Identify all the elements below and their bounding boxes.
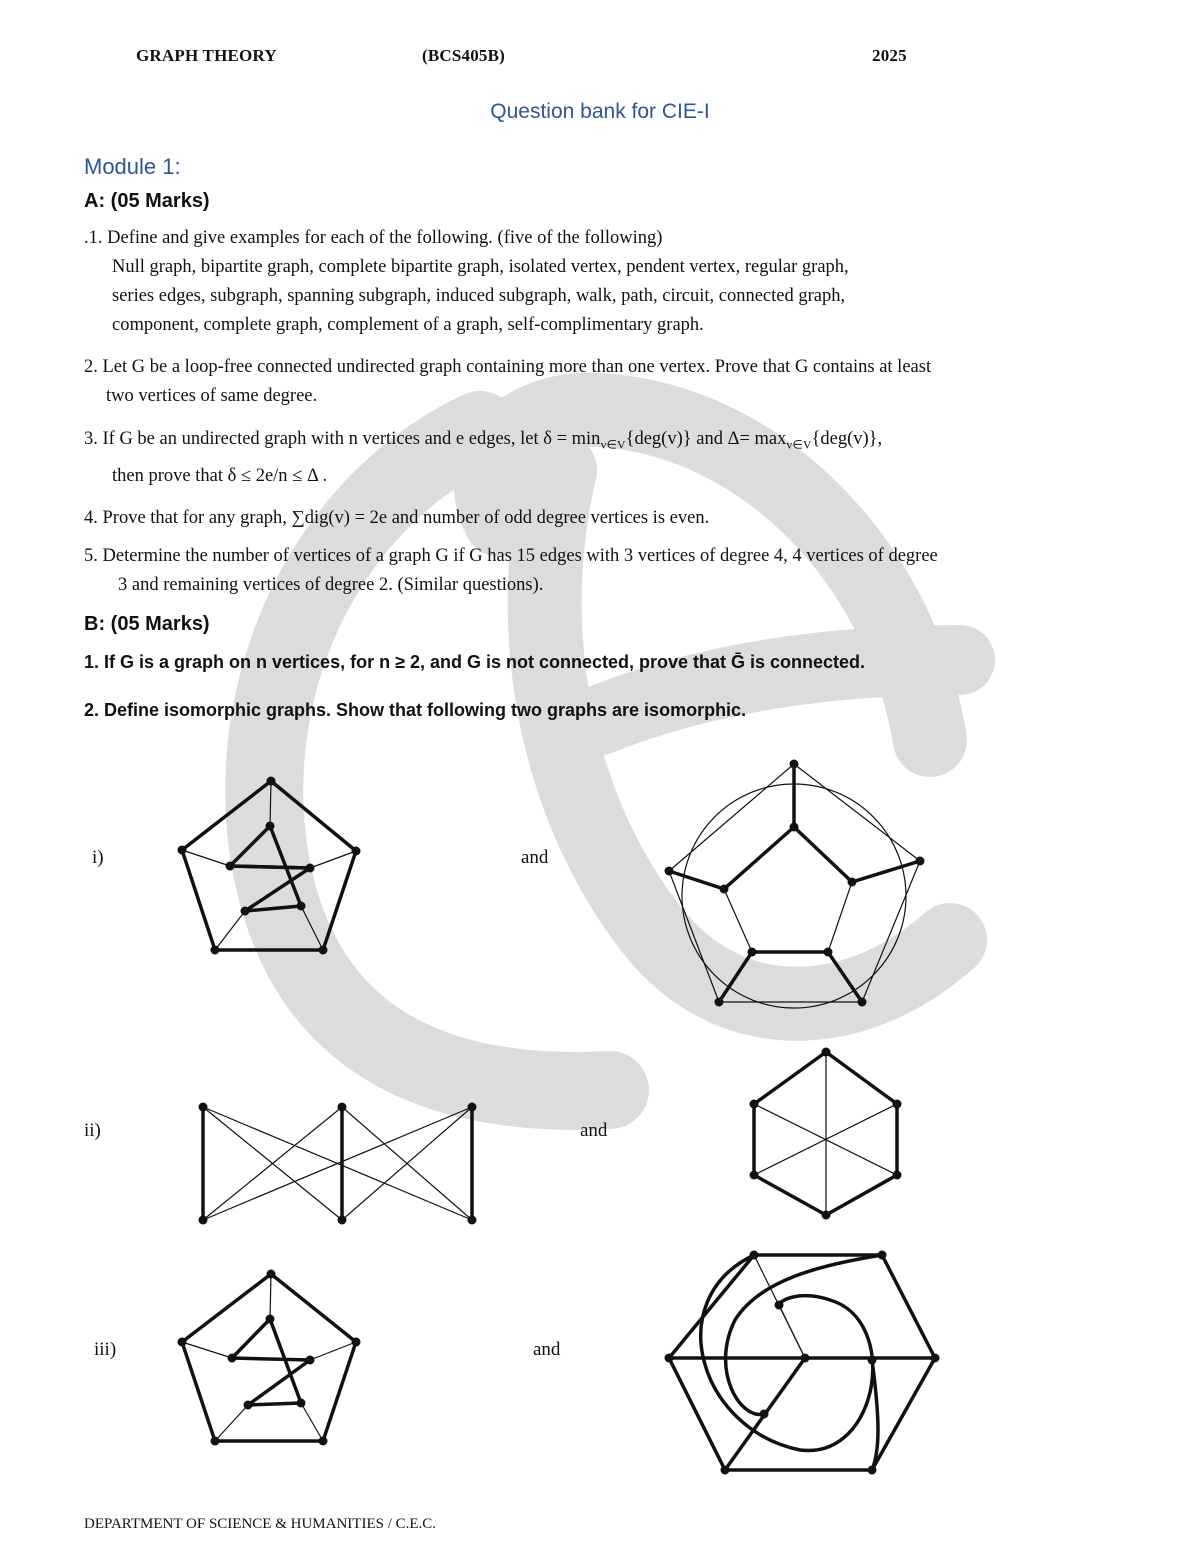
page-title: Question bank for CIE-I <box>490 100 710 123</box>
question-a5-line2: 3 and remaining vertices of degree 2. (Similar questions). <box>118 575 544 595</box>
question-a1-line4: component, complete graph, complement of a graph, self-complimentary graph. <box>112 315 704 335</box>
header-course-code: (BCS405B) <box>422 46 506 65</box>
figure-and-i: and <box>521 847 549 868</box>
question-a1-line2: Null graph, bipartite graph, complete bipartite graph, isolated vertex, pendent vertex, regular graph, <box>112 257 849 277</box>
page-footer: DEPARTMENT OF SCIENCE & HUMANITIES / C.E.C. <box>84 1516 437 1532</box>
figure-label-iii: iii) <box>94 1339 117 1360</box>
question-a1-line1: .1. Define and give examples for each of the following. (five of the following) <box>84 228 663 248</box>
question-b2: 2. Define isomorphic graphs. Show that following two graphs are isomorphic. <box>84 700 747 720</box>
question-b1: 1. If G is a graph on n vertices, for n ≥ 2, and G is not connected, prove that Ḡ is connected. <box>84 652 866 672</box>
figure-and-ii: and <box>580 1120 608 1141</box>
figure-label-i: i) <box>92 847 104 868</box>
question-a3-sub1: v∈V <box>600 437 626 452</box>
question-a3-text-end: {deg(v)}, <box>811 429 883 449</box>
question-a1-line3: series edges, subgraph, spanning subgraph, induced subgraph, walk, path, circuit, connected graph, <box>112 286 846 306</box>
question-a3-text-start: 3. If G be an undirected graph with n vertices and e edges, let δ = min <box>84 429 601 449</box>
figure-and-iii: and <box>533 1339 561 1360</box>
question-a3-sub2: v∈V <box>786 437 812 452</box>
graph-iii-left <box>178 1270 361 1446</box>
module-heading: Module 1: <box>84 154 181 179</box>
graph-i-left <box>178 777 361 955</box>
graph-iii-right <box>665 1251 940 1475</box>
question-a3-text-mid: {deg(v)} and Δ= max <box>625 429 787 449</box>
question-a2-line1: 2. Let G be a loop-free connected undirected graph containing more than one vertex. Prove that G contains at least <box>84 357 932 377</box>
graph-ii-left <box>199 1103 477 1225</box>
question-a4: 4. Prove that for any graph, ∑dig(v) = 2e and number of odd degree vertices is even. <box>84 508 710 528</box>
graph-ii-right <box>750 1048 902 1220</box>
question-a5-line1: 5. Determine the number of vertices of a graph G if G has 15 edges with 3 vertices of degree 4, 4 vertices of degree <box>84 546 938 566</box>
question-a2-line2: two vertices of same degree. <box>106 386 318 406</box>
graph-i-right <box>665 760 925 1009</box>
section-b-heading: B: (05 Marks) <box>84 613 210 635</box>
figure-label-ii: ii) <box>84 1120 101 1141</box>
header-subject: GRAPH THEORY <box>136 46 277 65</box>
header-year: 2025 <box>872 46 907 65</box>
question-a3-line2: then prove that δ ≤ 2e/n ≤ Δ . <box>112 465 328 486</box>
section-a-heading: A: (05 Marks) <box>84 190 210 212</box>
